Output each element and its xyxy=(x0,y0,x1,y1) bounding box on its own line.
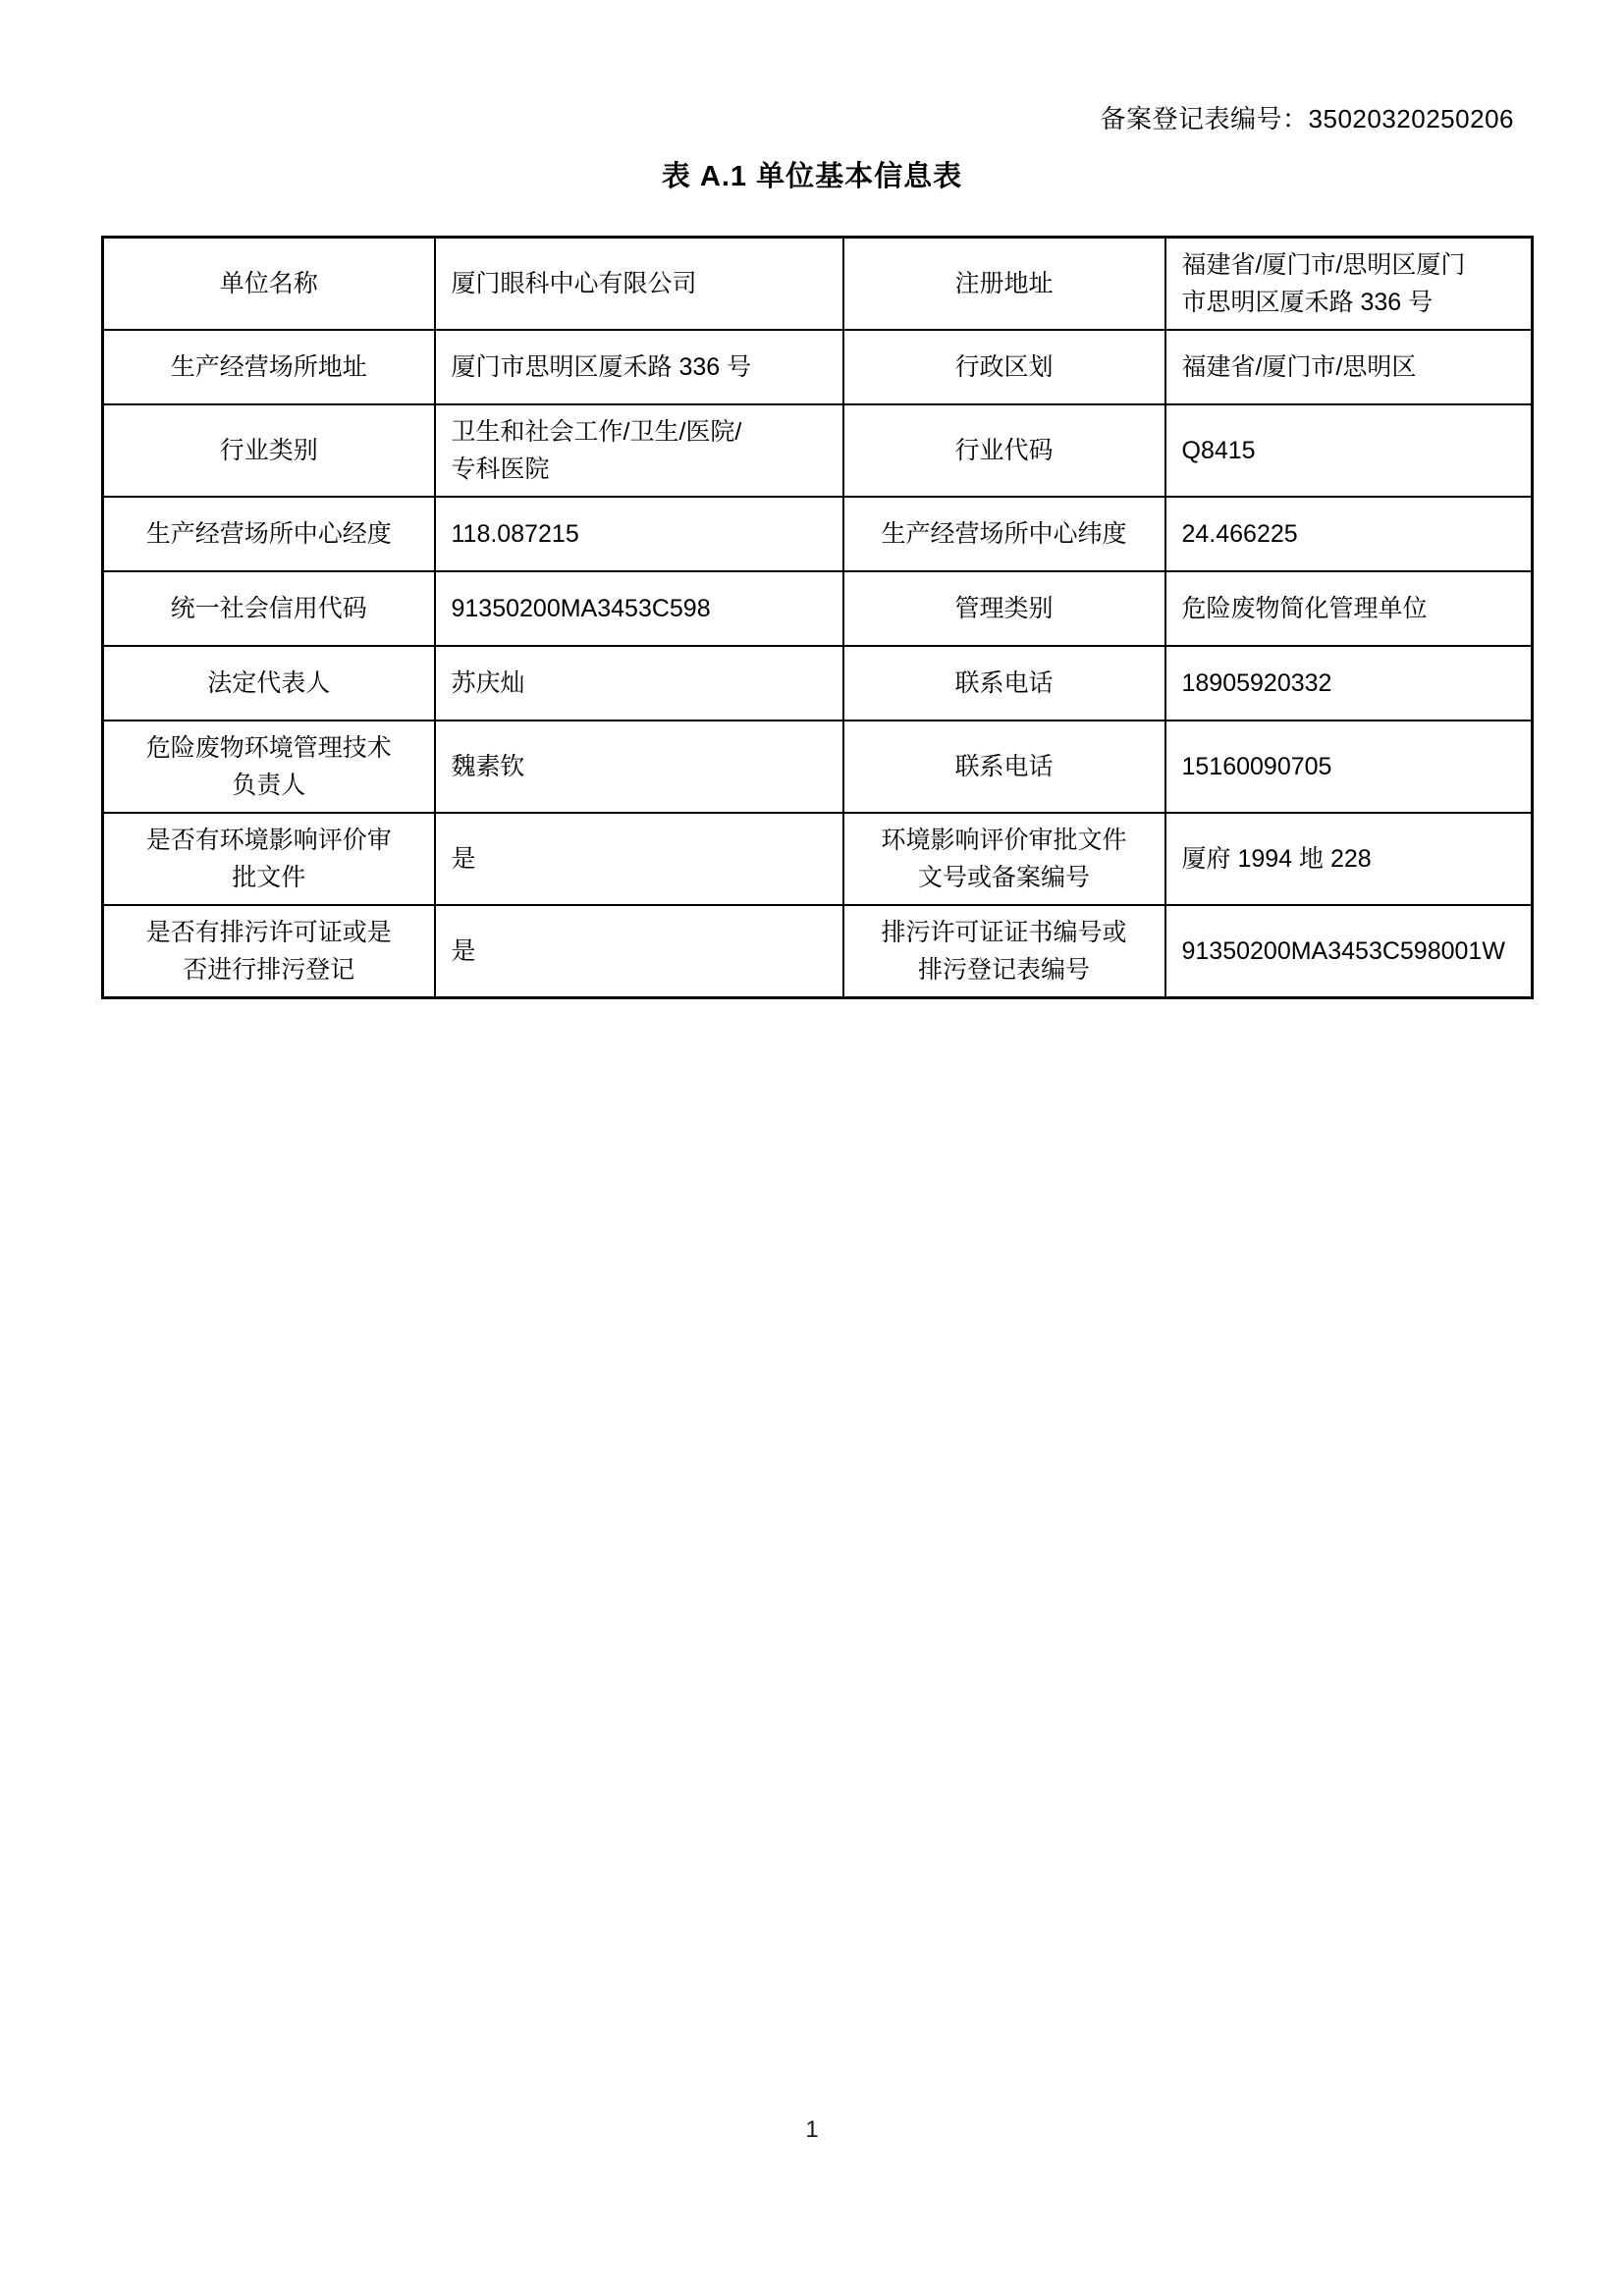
field-label: 危险废物环境管理技术负责人 xyxy=(103,721,435,813)
table-row-site-address xyxy=(103,330,1533,404)
page-number: 1 xyxy=(805,2116,819,2143)
field-label: 法定代表人 xyxy=(103,646,435,721)
field-value: 危险废物简化管理单位 xyxy=(1165,571,1533,646)
field-value: 厦门市思明区厦禾路 336 号 xyxy=(435,330,843,404)
field-label: 排污许可证证书编号或排污登记表编号 xyxy=(843,905,1165,998)
field-value: 18905920332 xyxy=(1165,646,1533,721)
unit-basic-info-table xyxy=(101,236,1534,999)
field-label: 联系电话 xyxy=(843,721,1165,813)
field-value: 是 xyxy=(435,813,843,905)
doc-registration-number: 备案登记表编号：35020320250206 xyxy=(1100,104,1514,133)
table-row-coordinates xyxy=(103,497,1533,571)
field-value: 118.087215 xyxy=(435,497,843,571)
field-value: 是 xyxy=(435,905,843,998)
field-value: 厦门眼科中心有限公司 xyxy=(435,238,843,331)
field-value: 24.466225 xyxy=(1165,497,1533,571)
page-title: 表 A.1 单位基本信息表 xyxy=(661,161,963,192)
field-label: 是否有环境影响评价审批文件 xyxy=(103,813,435,905)
table-row-legal-representative xyxy=(103,646,1533,721)
field-value: 卫生和社会工作/卫生/医院/专科医院 xyxy=(435,404,843,497)
field-value: 福建省/厦门市/思明区 xyxy=(1165,330,1533,404)
field-label: 注册地址 xyxy=(843,238,1165,331)
field-label: 单位名称 xyxy=(103,238,435,331)
field-label: 行业类别 xyxy=(103,404,435,497)
field-value: 苏庆灿 xyxy=(435,646,843,721)
table-row-eia-approval xyxy=(103,813,1533,905)
field-value: Q8415 xyxy=(1165,404,1533,497)
field-label: 环境影响评价审批文件文号或备案编号 xyxy=(843,813,1165,905)
field-label: 管理类别 xyxy=(843,571,1165,646)
field-label: 行业代码 xyxy=(843,404,1165,497)
table-row-hazwaste-manager xyxy=(103,721,1533,813)
field-value: 福建省/厦门市/思明区厦门市思明区厦禾路 336 号 xyxy=(1165,238,1533,331)
field-label: 行政区划 xyxy=(843,330,1165,404)
table-row-credit-code xyxy=(103,571,1533,646)
field-label: 生产经营场所中心纬度 xyxy=(843,497,1165,571)
field-value: 91350200MA3453C598 xyxy=(435,571,843,646)
field-value: 魏素钦 xyxy=(435,721,843,813)
field-value: 厦府 1994 地 228 xyxy=(1165,813,1533,905)
table-row-unit-name xyxy=(103,238,1533,331)
field-value: 15160090705 xyxy=(1165,721,1533,813)
table-row-discharge-permit xyxy=(103,905,1533,998)
table-row-industry xyxy=(103,404,1533,497)
field-label: 统一社会信用代码 xyxy=(103,571,435,646)
field-label: 生产经营场所地址 xyxy=(103,330,435,404)
field-label: 生产经营场所中心经度 xyxy=(103,497,435,571)
field-label: 是否有排污许可证或是否进行排污登记 xyxy=(103,905,435,998)
field-value: 91350200MA3453C598001W xyxy=(1165,905,1533,998)
field-label: 联系电话 xyxy=(843,646,1165,721)
